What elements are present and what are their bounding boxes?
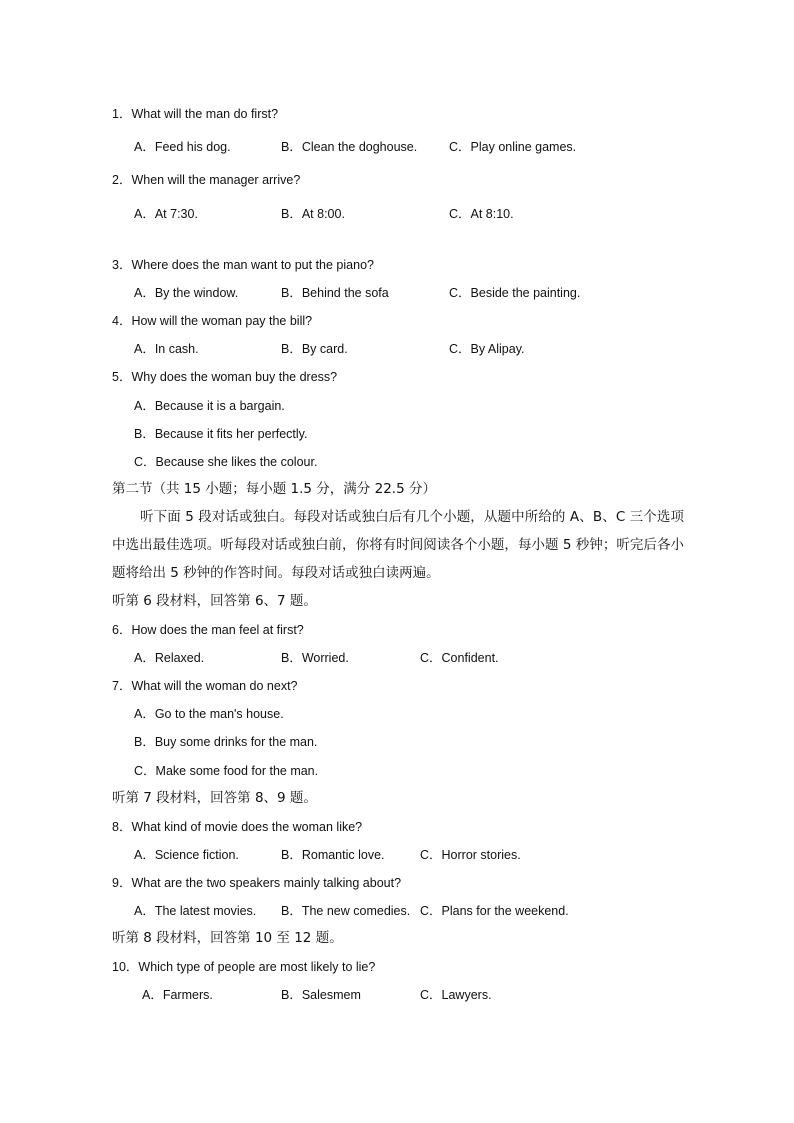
- option-9c: C．Plans for the weekend.: [420, 904, 569, 918]
- option-3b: B．Behind the sofa: [281, 286, 389, 300]
- option-1c: C．Play online games.: [449, 140, 577, 154]
- option-1a: A．Feed his dog.: [134, 140, 231, 154]
- material-8-heading: 听第 8 段材料，回答第 10 至 12 题。: [112, 930, 343, 946]
- option-3c: C．Beside the painting.: [449, 286, 581, 300]
- material-6-heading: 听第 6 段材料，回答第 6、7 题。: [112, 593, 317, 609]
- option-5c: C．Because she likes the colour.: [134, 455, 318, 469]
- option-5a: A．Because it is a bargain.: [134, 399, 285, 413]
- question-6: 6．How does the man feel at first?: [112, 623, 304, 637]
- question-3: 3．Where does the man want to put the piano?: [112, 258, 374, 272]
- section-heading: 第二节（共 15 小题；每小题 1.5 分，满分 22.5 分）: [112, 481, 436, 497]
- option-6c: C．Confident.: [420, 651, 499, 665]
- option-2c: C．At 8:10.: [449, 207, 514, 221]
- option-2a: A．At 7:30.: [134, 207, 198, 221]
- option-7b: B．Buy some drinks for the man.: [134, 735, 318, 749]
- option-4c: C．By Alipay.: [449, 342, 525, 356]
- option-4b: B．By card.: [281, 342, 348, 356]
- option-7a: A．Go to the man's house.: [134, 707, 284, 721]
- question-1: 1．What will the man do first?: [112, 107, 279, 121]
- option-8b: B．Romantic love.: [281, 848, 385, 862]
- option-10b: B．Salesmem: [281, 988, 361, 1002]
- question-10: 10．Which type of people are most likely to lie?: [112, 960, 376, 974]
- option-9b: B．The new comedies.: [281, 904, 411, 918]
- section-instructions: 听下面 5 段对话或独白。每段对话或独白后有几个小题，从题中所给的 A、B、C 三个选项中选出最佳选项。听每段对话或独白前，你将有时间阅读各个小题，每小题 5 秒钟；听完后各小题将给出 5 秒钟的作答时间。每段对话或独白读两遍。: [112, 509, 684, 581]
- option-8c: C．Horror stories.: [420, 848, 521, 862]
- option-6a: A．Relaxed.: [134, 651, 205, 665]
- material-7-heading: 听第 7 段材料，回答第 8、9 题。: [112, 790, 317, 806]
- question-8: 8．What kind of movie does the woman like?: [112, 820, 363, 834]
- option-4a: A．In cash.: [134, 342, 199, 356]
- option-6b: B．Worried.: [281, 651, 349, 665]
- question-9: 9．What are the two speakers mainly talking about?: [112, 876, 402, 890]
- question-5: 5．Why does the woman buy the dress?: [112, 370, 338, 384]
- question-4: 4．How will the woman pay the bill?: [112, 314, 313, 328]
- question-7: 7．What will the woman do next?: [112, 679, 298, 693]
- option-2b: B．At 8:00.: [281, 207, 345, 221]
- question-2: 2．When will the manager arrive?: [112, 173, 301, 187]
- option-9a: A．The latest movies.: [134, 904, 257, 918]
- option-5b: B．Because it fits her perfectly.: [134, 427, 308, 441]
- option-8a: A．Science fiction.: [134, 848, 239, 862]
- option-10c: C．Lawyers.: [420, 988, 492, 1002]
- option-3a: A．By the window.: [134, 286, 239, 300]
- option-10a: A．Farmers.: [142, 988, 213, 1002]
- option-7c: C．Make some food for the man.: [134, 764, 319, 778]
- option-1b: B．Clean the doghouse.: [281, 140, 418, 154]
